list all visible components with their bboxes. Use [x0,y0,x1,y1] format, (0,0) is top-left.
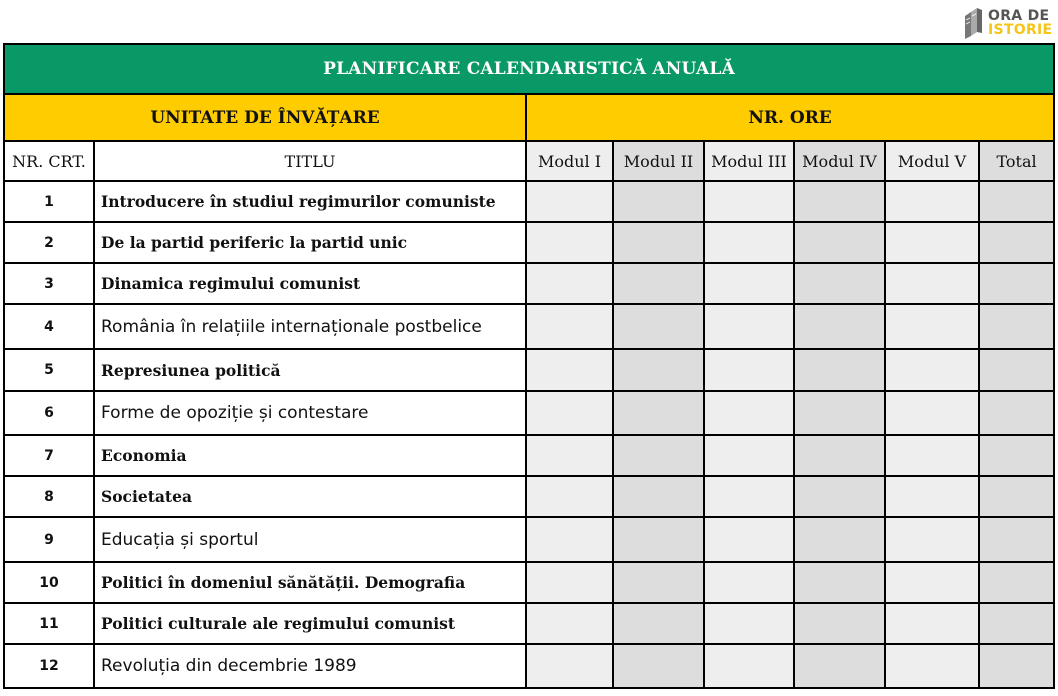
total-hours-cell[interactable] [979,222,1054,263]
row-title: România în relațiile internaționale postbelice [94,304,526,349]
total-hours-cell[interactable] [979,562,1054,603]
row-title: Introducere în studiul regimurilor comuniste [94,181,526,222]
modul-4-hours-cell[interactable] [794,391,885,435]
modul-1-hours-cell[interactable] [526,263,613,304]
modul-5-hours-cell[interactable] [885,517,979,562]
column-header-title: TITLU [94,141,526,181]
total-hours-cell[interactable] [979,391,1054,435]
section-learning-unit: UNITATE DE ÎNVĂȚARE [4,94,526,141]
modul-2-hours-cell[interactable] [613,644,704,688]
modul-5-hours-cell[interactable] [885,349,979,391]
modul-4-hours-cell[interactable] [794,603,885,644]
row-title: Dinamica regimului comunist [94,263,526,304]
logo-line-2: ISTORIE [988,22,1053,38]
table-row [4,644,1054,688]
modul-3-hours-cell[interactable] [704,517,794,562]
modul-5-hours-cell[interactable] [885,562,979,603]
row-title: Economia [94,435,526,476]
row-number: 2 [4,222,94,263]
modul-3-hours-cell[interactable] [704,222,794,263]
modul-4-hours-cell[interactable] [794,435,885,476]
modul-5-hours-cell[interactable] [885,435,979,476]
row-number: 12 [4,644,94,688]
modul-4-hours-cell[interactable] [794,263,885,304]
modul-2-hours-cell[interactable] [613,391,704,435]
modul-5-hours-cell[interactable] [885,304,979,349]
column-header-nr: NR. CRT. [4,141,94,181]
annual-planning-table [3,43,1055,689]
modul-1-hours-cell[interactable] [526,181,613,222]
row-number: 4 [4,304,94,349]
column-header-modul-1: Modul I [526,141,613,181]
column-header-total: Total [979,141,1054,181]
total-hours-cell[interactable] [979,304,1054,349]
modul-3-hours-cell[interactable] [704,603,794,644]
table-row [4,222,1054,263]
row-number: 1 [4,181,94,222]
modul-1-hours-cell[interactable] [526,562,613,603]
total-hours-cell[interactable] [979,263,1054,304]
row-title: Forme de opoziție și contestare [94,391,526,435]
logo-line-1: ORA DE [988,8,1050,24]
modul-5-hours-cell[interactable] [885,263,979,304]
total-hours-cell[interactable] [979,517,1054,562]
modul-5-hours-cell[interactable] [885,181,979,222]
modul-2-hours-cell[interactable] [613,476,704,517]
modul-3-hours-cell[interactable] [704,181,794,222]
modul-4-hours-cell[interactable] [794,644,885,688]
modul-2-hours-cell[interactable] [613,304,704,349]
row-title: Politici culturale ale regimului comunist [94,603,526,644]
modul-5-hours-cell[interactable] [885,222,979,263]
modul-3-hours-cell[interactable] [704,435,794,476]
total-hours-cell[interactable] [979,349,1054,391]
row-number: 5 [4,349,94,391]
modul-4-hours-cell[interactable] [794,476,885,517]
table-row [4,304,1054,349]
modul-1-hours-cell[interactable] [526,644,613,688]
modul-1-hours-cell[interactable] [526,603,613,644]
modul-2-hours-cell[interactable] [613,517,704,562]
modul-3-hours-cell[interactable] [704,391,794,435]
row-number: 10 [4,562,94,603]
row-title: Educația și sportul [94,517,526,562]
row-number: 11 [4,603,94,644]
table-row [4,391,1054,435]
table-row [4,562,1054,603]
modul-4-hours-cell[interactable] [794,222,885,263]
modul-4-hours-cell[interactable] [794,349,885,391]
modul-3-hours-cell[interactable] [704,263,794,304]
modul-2-hours-cell[interactable] [613,263,704,304]
total-hours-cell[interactable] [979,435,1054,476]
modul-5-hours-cell[interactable] [885,476,979,517]
books-icon [962,6,984,40]
ora-de-istorie-logo [962,5,1054,41]
row-number: 3 [4,263,94,304]
section-hours: NR. ORE [526,94,1054,141]
total-hours-cell[interactable] [979,603,1054,644]
row-title: Politici în domeniul sănătății. Demografia [94,562,526,603]
row-title: De la partid periferic la partid unic [94,222,526,263]
total-hours-cell[interactable] [979,476,1054,517]
modul-2-hours-cell[interactable] [613,349,704,391]
modul-3-hours-cell[interactable] [704,476,794,517]
modul-3-hours-cell[interactable] [704,304,794,349]
modul-2-hours-cell[interactable] [613,181,704,222]
row-title: Revoluția din decembrie 1989 [94,644,526,688]
modul-2-hours-cell[interactable] [613,435,704,476]
modul-4-hours-cell[interactable] [794,517,885,562]
table-row [4,181,1054,222]
row-number: 7 [4,435,94,476]
modul-1-hours-cell[interactable] [526,349,613,391]
modul-5-hours-cell[interactable] [885,603,979,644]
total-hours-cell[interactable] [979,644,1054,688]
table-title: PLANIFICARE CALENDARISTICĂ ANUALĂ [4,44,1054,94]
table-row [4,476,1054,517]
table-row [4,349,1054,391]
modul-5-hours-cell[interactable] [885,644,979,688]
modul-1-hours-cell[interactable] [526,304,613,349]
table-row [4,263,1054,304]
modul-1-hours-cell[interactable] [526,222,613,263]
modul-1-hours-cell[interactable] [526,517,613,562]
column-header-modul-4: Modul IV [794,141,885,181]
column-header-modul-3: Modul III [704,141,794,181]
column-header-modul-2: Modul II [613,141,704,181]
modul-4-hours-cell[interactable] [794,562,885,603]
row-number: 8 [4,476,94,517]
modul-3-hours-cell[interactable] [704,349,794,391]
table-row [4,435,1054,476]
row-number: 6 [4,391,94,435]
modul-4-hours-cell[interactable] [794,304,885,349]
modul-4-hours-cell[interactable] [794,181,885,222]
modul-3-hours-cell[interactable] [704,644,794,688]
row-title: Represiunea politică [94,349,526,391]
modul-2-hours-cell[interactable] [613,562,704,603]
total-hours-cell[interactable] [979,181,1054,222]
modul-1-hours-cell[interactable] [526,435,613,476]
column-header-modul-5: Modul V [885,141,979,181]
table-row [4,517,1054,562]
modul-3-hours-cell[interactable] [704,562,794,603]
row-number: 9 [4,517,94,562]
table-body [4,181,1054,688]
modul-2-hours-cell[interactable] [613,222,704,263]
modul-1-hours-cell[interactable] [526,391,613,435]
modul-1-hours-cell[interactable] [526,476,613,517]
modul-2-hours-cell[interactable] [613,603,704,644]
table-row [4,603,1054,644]
modul-5-hours-cell[interactable] [885,391,979,435]
row-title: Societatea [94,476,526,517]
